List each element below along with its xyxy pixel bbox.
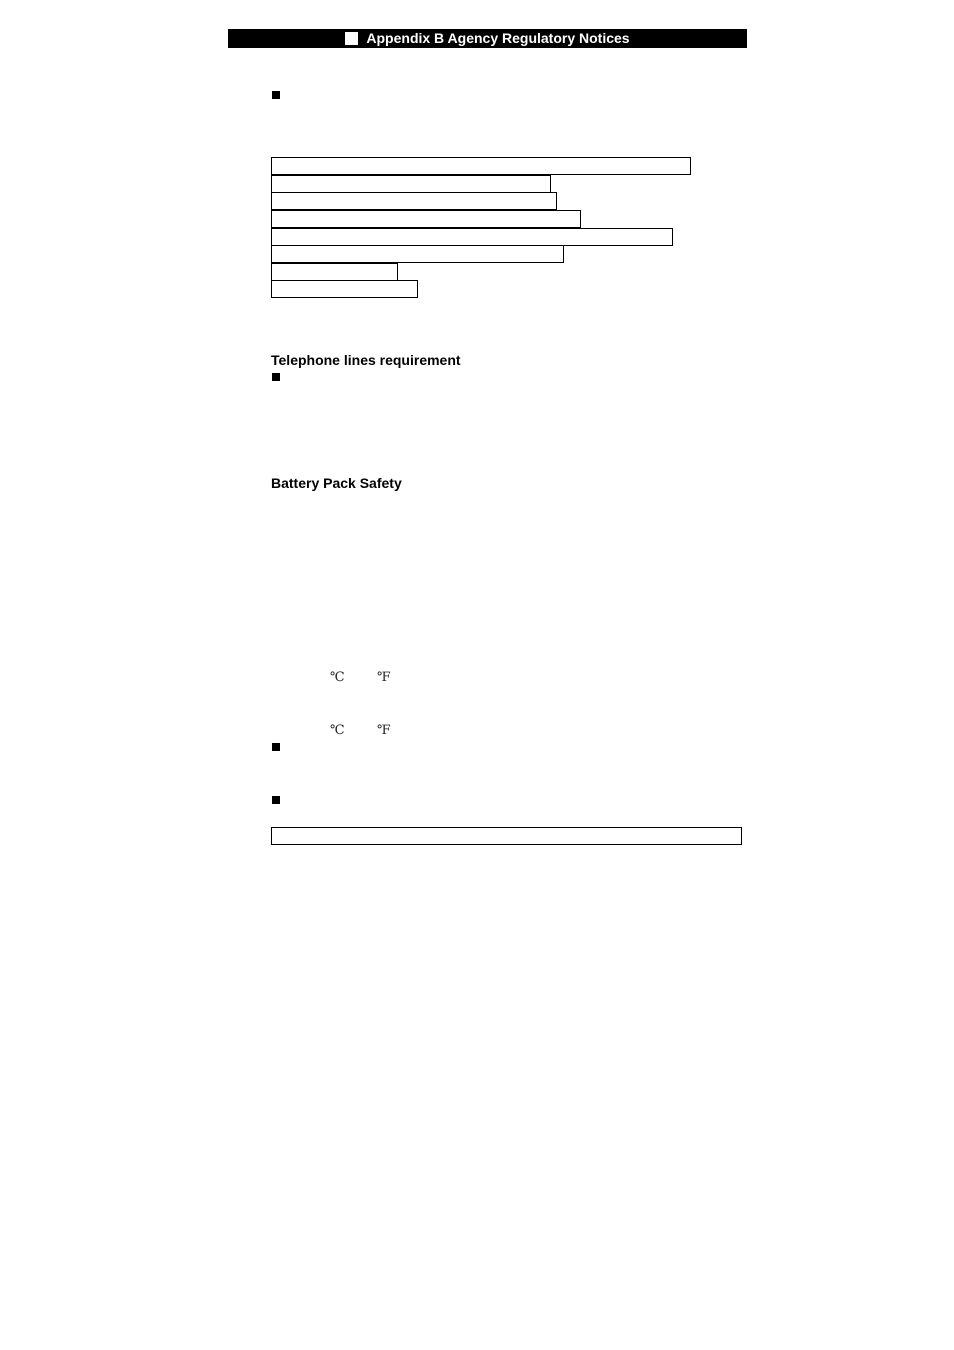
redacted-line-box — [271, 827, 742, 845]
bullet-icon — [272, 91, 280, 99]
bullet-icon — [272, 796, 280, 804]
page-title: Appendix B Agency Regulatory Notices — [366, 30, 630, 46]
redacted-line-box — [271, 280, 418, 298]
redacted-line-box — [271, 157, 691, 175]
bullet-icon — [272, 373, 280, 381]
battery-pack-safety-heading: Battery Pack Safety — [271, 475, 402, 491]
redacted-line-box — [271, 228, 673, 246]
fahrenheit-unit: ℉ — [377, 670, 391, 685]
page-header-bar — [228, 29, 747, 48]
celsius-unit: ℃ — [330, 723, 345, 738]
redacted-line-box — [271, 263, 398, 281]
telephone-lines-heading: Telephone lines requirement — [271, 352, 461, 368]
celsius-unit: ℃ — [330, 670, 345, 685]
redacted-line-box — [271, 192, 557, 210]
redacted-line-box — [271, 210, 581, 228]
redacted-line-box — [271, 175, 551, 193]
redacted-line-box — [271, 245, 564, 263]
header-square-icon — [345, 32, 358, 45]
fahrenheit-unit: ℉ — [377, 723, 391, 738]
bullet-icon — [272, 743, 280, 751]
